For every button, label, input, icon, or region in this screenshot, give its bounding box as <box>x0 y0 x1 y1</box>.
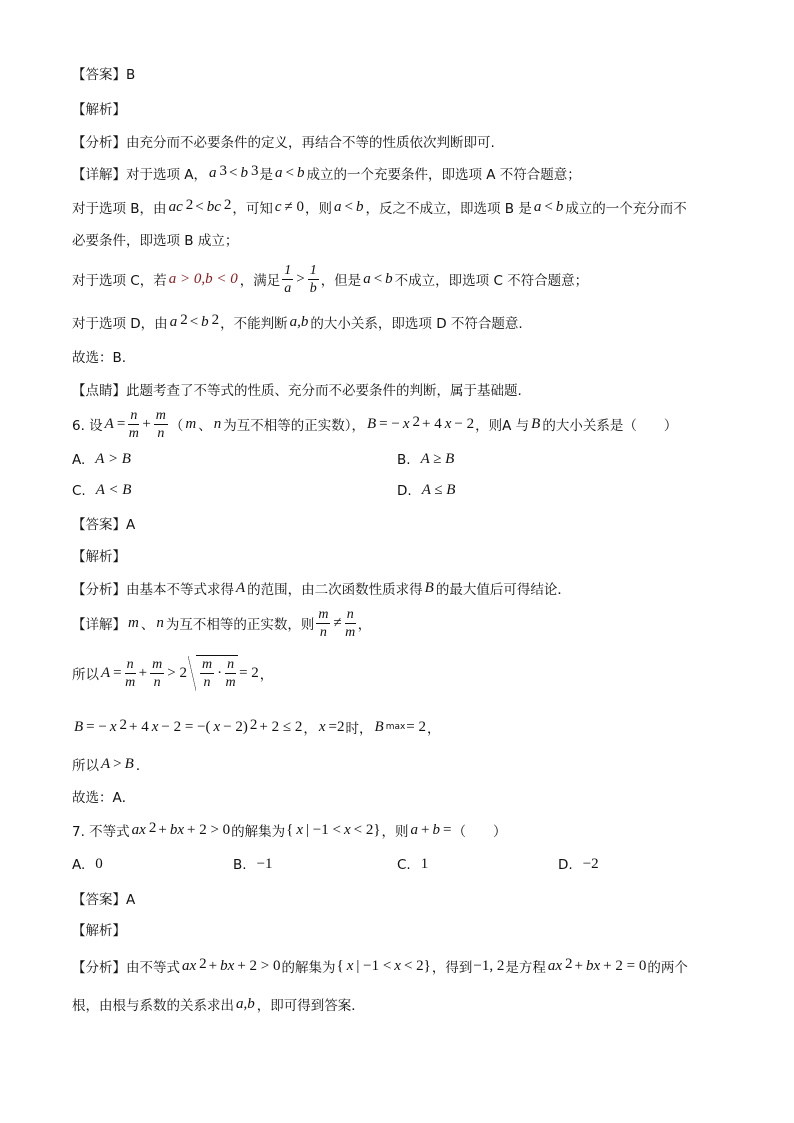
text: ，不能判断 <box>220 316 288 332</box>
math-var: b <box>356 198 364 215</box>
text: 对于选项 D，由 <box>72 316 168 332</box>
option-expr: 0 <box>95 856 103 872</box>
math-op: < <box>344 198 353 215</box>
superscript: 2 <box>249 716 258 733</box>
math-var: bx <box>220 957 235 974</box>
text-line <box>72 378 522 400</box>
math-op: < <box>373 270 383 287</box>
text-line <box>72 918 126 940</box>
math-var: A <box>101 664 111 681</box>
math-op: + <box>574 957 583 974</box>
superscript: 2 <box>223 196 232 213</box>
text-line <box>72 196 687 218</box>
math-var: B <box>74 718 84 735</box>
text: 根，由根与系数的关系求出 <box>72 998 234 1014</box>
text: ， <box>259 667 274 683</box>
math-var: a <box>363 270 371 287</box>
text: 不成立，即选项 C 不符合题意； <box>394 273 589 289</box>
text-line <box>72 753 149 775</box>
math-var: x <box>402 415 410 432</box>
text: 所以 <box>72 667 99 683</box>
denominator: m <box>225 675 236 690</box>
fraction <box>308 262 319 297</box>
square-root <box>196 655 238 691</box>
fraction <box>128 407 139 442</box>
text: 的最大值后可得结论． <box>435 582 571 598</box>
superscript: 2 <box>199 955 207 972</box>
text: ． <box>135 758 150 774</box>
option-label: C. <box>397 856 411 873</box>
option-expr: A ≥ B <box>420 451 455 467</box>
text-line <box>72 887 135 909</box>
math-op: ≠ 0 <box>284 198 305 215</box>
math-var: bx <box>169 821 184 838</box>
text: 的解集为 <box>281 960 336 976</box>
text: 【解析】 <box>72 549 126 565</box>
fraction <box>154 407 168 442</box>
denominator: n <box>157 425 165 441</box>
text: 为互不相等的正实数）， <box>223 418 365 434</box>
math-var: a <box>334 198 342 215</box>
math-var: a <box>275 164 283 181</box>
math-op: < <box>544 198 553 215</box>
text-line <box>72 512 135 534</box>
option-expr: 1 <box>420 856 429 872</box>
math-op: + <box>158 821 167 838</box>
math-op: = <box>113 664 122 681</box>
text: ，反之不成立，即选项 B 是 <box>365 201 532 217</box>
math-var: x <box>151 718 159 735</box>
numerator: n <box>346 606 354 622</box>
denominator: b <box>309 280 317 296</box>
denominator: n <box>153 674 161 690</box>
math-op: · <box>217 665 223 681</box>
text: 对于选项 C，若 <box>72 273 167 289</box>
math-op: < 2} <box>403 957 431 974</box>
math-op: + 2 = 0 <box>603 957 647 974</box>
fraction <box>316 606 330 641</box>
superscript: 2 <box>119 716 128 733</box>
math-op: | −1 < <box>356 957 392 974</box>
text: 【详解】对于选项 A， <box>72 167 208 183</box>
text-line <box>72 262 589 296</box>
math-op: + <box>208 957 218 974</box>
math-var: x <box>343 821 351 838</box>
math-op: = <box>116 415 126 432</box>
math-var: a <box>169 313 178 330</box>
math-op: + 2 ≤ 2 <box>259 718 303 735</box>
text-line <box>72 62 135 84</box>
option-expr: −1 <box>256 856 273 872</box>
option-label: A. <box>72 451 86 468</box>
text: ，则 <box>381 824 409 840</box>
text: （ <box>169 418 184 434</box>
denominator: n <box>319 624 327 640</box>
q7-option-a <box>72 856 104 873</box>
fraction <box>200 656 214 691</box>
math-op: + <box>421 821 430 838</box>
math-op: + 2 > 0 <box>237 957 281 974</box>
text: 所以 <box>72 758 99 774</box>
text-line <box>72 544 126 566</box>
text: 、 <box>140 617 155 633</box>
subscript: max <box>385 722 406 732</box>
math-var: m <box>185 415 197 432</box>
option-label: B. <box>233 856 247 873</box>
text-line <box>72 716 441 738</box>
text-line <box>72 955 688 977</box>
math-op: | −1 < <box>306 821 341 838</box>
text: 、 <box>198 418 212 434</box>
math-var: b <box>201 313 209 330</box>
superscript: 2 <box>148 819 157 836</box>
text: 【分析】由不等式 <box>72 960 180 976</box>
text: （ ） <box>452 824 507 840</box>
option-label: B. <box>397 451 411 468</box>
superscript: 3 <box>219 162 228 179</box>
fraction <box>150 656 164 691</box>
text: 是 <box>259 167 273 183</box>
numerator: 1 <box>309 262 317 278</box>
math-var: x <box>109 718 117 735</box>
numerator: m <box>318 606 329 622</box>
math-op: + 4 <box>422 415 442 432</box>
option-label: D. <box>558 856 573 873</box>
math-var: B <box>367 415 377 432</box>
text-line <box>72 162 581 184</box>
math-op: = 2 <box>239 664 259 681</box>
math-op: ≠ <box>333 614 342 631</box>
text-line <box>72 606 372 640</box>
text: ，则A 与 <box>475 418 530 434</box>
text: 的解集为 <box>231 824 286 840</box>
math-var: B <box>531 415 541 432</box>
q7-option-c <box>397 856 429 873</box>
numerator: 1 <box>284 262 292 278</box>
denominator: m <box>125 674 136 690</box>
text: ，满足 <box>239 273 281 289</box>
math-op: = − <box>86 718 107 735</box>
math-var: x <box>444 415 452 432</box>
math-var: x <box>296 821 304 838</box>
q6-option-b <box>397 451 456 468</box>
math-op: =2 <box>328 718 345 735</box>
math-var: A <box>236 579 246 596</box>
superscript: 2 <box>211 311 220 328</box>
text: 【点睛】此题考查了不等式的性质、充分而不必要条件的判断，属于基础题. <box>72 383 522 399</box>
numerator: n <box>130 407 138 423</box>
q6-option-d <box>397 482 457 499</box>
math-op: < <box>229 164 238 181</box>
text: 为互不相等的正实数，则 <box>165 617 315 633</box>
math-op: < 2} <box>353 821 381 838</box>
text-line <box>72 656 274 690</box>
text-line <box>72 97 126 119</box>
text: 【答案】B <box>72 67 136 83</box>
math-var: b <box>240 164 248 181</box>
q6-option-c <box>72 482 133 499</box>
math-var: A <box>104 415 114 432</box>
math-op: − 2 = −( <box>161 718 211 735</box>
superscript: 2 <box>185 196 194 213</box>
numerator: n <box>126 656 134 672</box>
math-var: a,b <box>236 995 255 1012</box>
option-expr: A > B <box>95 451 131 467</box>
fraction <box>345 606 356 641</box>
q7-option-b <box>233 856 274 873</box>
text: ，即可得到答案． <box>256 998 365 1014</box>
text-line <box>72 130 495 152</box>
math-var: x <box>213 718 221 735</box>
option-expr: −2 <box>582 856 599 872</box>
math-var: B <box>424 579 434 596</box>
math-op: > <box>113 755 122 772</box>
text: ，但是 <box>320 273 362 289</box>
text: 【分析】由充分而不必要条件的定义，再结合不等的性质依次判断即可. <box>72 135 495 151</box>
text: 时， <box>345 721 373 737</box>
fraction <box>125 656 136 691</box>
math-var: a <box>533 198 542 215</box>
numerator: m <box>201 657 213 672</box>
text-line <box>72 577 571 599</box>
fraction <box>282 262 293 297</box>
text: ， <box>303 721 317 737</box>
math-var: n <box>156 614 164 631</box>
text-line <box>72 785 135 807</box>
text-line <box>72 228 238 250</box>
math-op: > 2 <box>167 664 187 681</box>
option-expr: A ≤ B <box>421 482 456 498</box>
math-var: x <box>346 957 354 974</box>
text-line <box>72 407 678 441</box>
text: 成立的一个充要条件，即选项 A 不符合题意； <box>306 167 581 183</box>
math-op: < <box>195 198 204 215</box>
text: 【解析】 <box>72 923 126 939</box>
math-var: n <box>213 415 222 432</box>
text: 7. 不等式 <box>72 824 130 840</box>
math-var: x <box>318 718 326 735</box>
text: 必要条件，即选项 B 成立； <box>72 233 239 249</box>
text-line <box>72 311 523 333</box>
denominator: m <box>128 425 139 441</box>
math-var: c <box>274 198 282 215</box>
denominator: a <box>284 280 292 296</box>
option-label: C. <box>72 482 86 499</box>
math-var: ax <box>547 957 563 974</box>
text: ， <box>427 721 441 737</box>
superscript: 2 <box>180 311 188 328</box>
math-var: ac <box>168 198 183 215</box>
text: ，可知 <box>232 201 273 217</box>
math-var: a <box>410 821 419 838</box>
math-var: m <box>128 614 139 631</box>
text: 【详解】 <box>72 617 126 633</box>
superscript: 2 <box>565 955 573 972</box>
numerator: m <box>152 656 163 672</box>
text: 故选：B. <box>72 350 127 366</box>
text: ， <box>357 617 372 633</box>
math-op: −1, 2 <box>473 957 505 974</box>
math-var: ax <box>131 821 146 838</box>
math-op: < <box>285 164 294 181</box>
math-var: b <box>555 198 564 215</box>
math-op: + 4 <box>129 718 149 735</box>
option-label: A. <box>72 856 86 873</box>
text-line <box>72 345 126 367</box>
math-op: < <box>189 313 199 330</box>
numerator: m <box>155 407 166 423</box>
q7-option-d <box>558 856 600 873</box>
math-var: A <box>101 755 111 772</box>
math-var: B <box>374 718 384 735</box>
text: 【分析】由基本不等式求得 <box>72 582 234 598</box>
math-var: a <box>209 164 217 181</box>
text: 的两个 <box>647 960 688 976</box>
text: 是方程 <box>505 960 546 976</box>
option-label: D. <box>397 482 412 499</box>
q6-option-a <box>72 451 133 468</box>
math-op: − 2 <box>454 415 475 432</box>
text: ，得到 <box>431 960 473 976</box>
math-var: bc <box>206 198 221 215</box>
math-var: bx <box>585 957 601 974</box>
denominator: m <box>345 624 356 640</box>
superscript: 2 <box>412 413 421 430</box>
text-line <box>72 993 365 1015</box>
text: 的大小关系，即选项 D 不符合题意. <box>310 316 523 332</box>
math-op: − 2) <box>223 718 248 735</box>
text-line <box>72 819 506 841</box>
math-op: + 2 > 0 <box>186 821 231 838</box>
text: 6. 设 <box>72 418 103 434</box>
text: 的大小关系是（ ） <box>542 418 678 434</box>
denominator: n <box>203 675 211 690</box>
math-var: B <box>124 755 134 772</box>
math-op: = 2 <box>406 718 427 735</box>
text: 的范围，由二次函数性质求得 <box>247 582 423 598</box>
math-op: = − <box>379 415 400 432</box>
text: 【答案】A <box>72 517 136 533</box>
text: 对于选项 B，由 <box>72 201 167 217</box>
math-op: = <box>443 821 452 838</box>
numerator: n <box>227 657 235 672</box>
math-op: { <box>286 821 294 838</box>
math-var: x <box>394 957 401 974</box>
text: 【解析】 <box>72 102 126 118</box>
math-op: > <box>296 270 305 287</box>
fraction <box>225 656 236 691</box>
option-expr: A < B <box>95 482 132 498</box>
math-op: { <box>336 957 344 974</box>
math-var: a,b <box>289 313 309 330</box>
text: 成立的一个充分而不 <box>565 201 687 217</box>
math-highlight: a > 0,b < 0 <box>168 270 238 287</box>
math-var: ax <box>182 957 197 974</box>
text: ，则 <box>305 201 333 217</box>
math-var: b <box>296 164 305 181</box>
math-op: + <box>142 415 151 432</box>
math-var: b <box>385 270 393 287</box>
math-op: + <box>138 664 148 681</box>
text: 故选：A． <box>72 790 136 806</box>
text: 【答案】A <box>72 892 136 908</box>
math-var: b <box>432 821 441 838</box>
superscript: 3 <box>251 162 259 179</box>
